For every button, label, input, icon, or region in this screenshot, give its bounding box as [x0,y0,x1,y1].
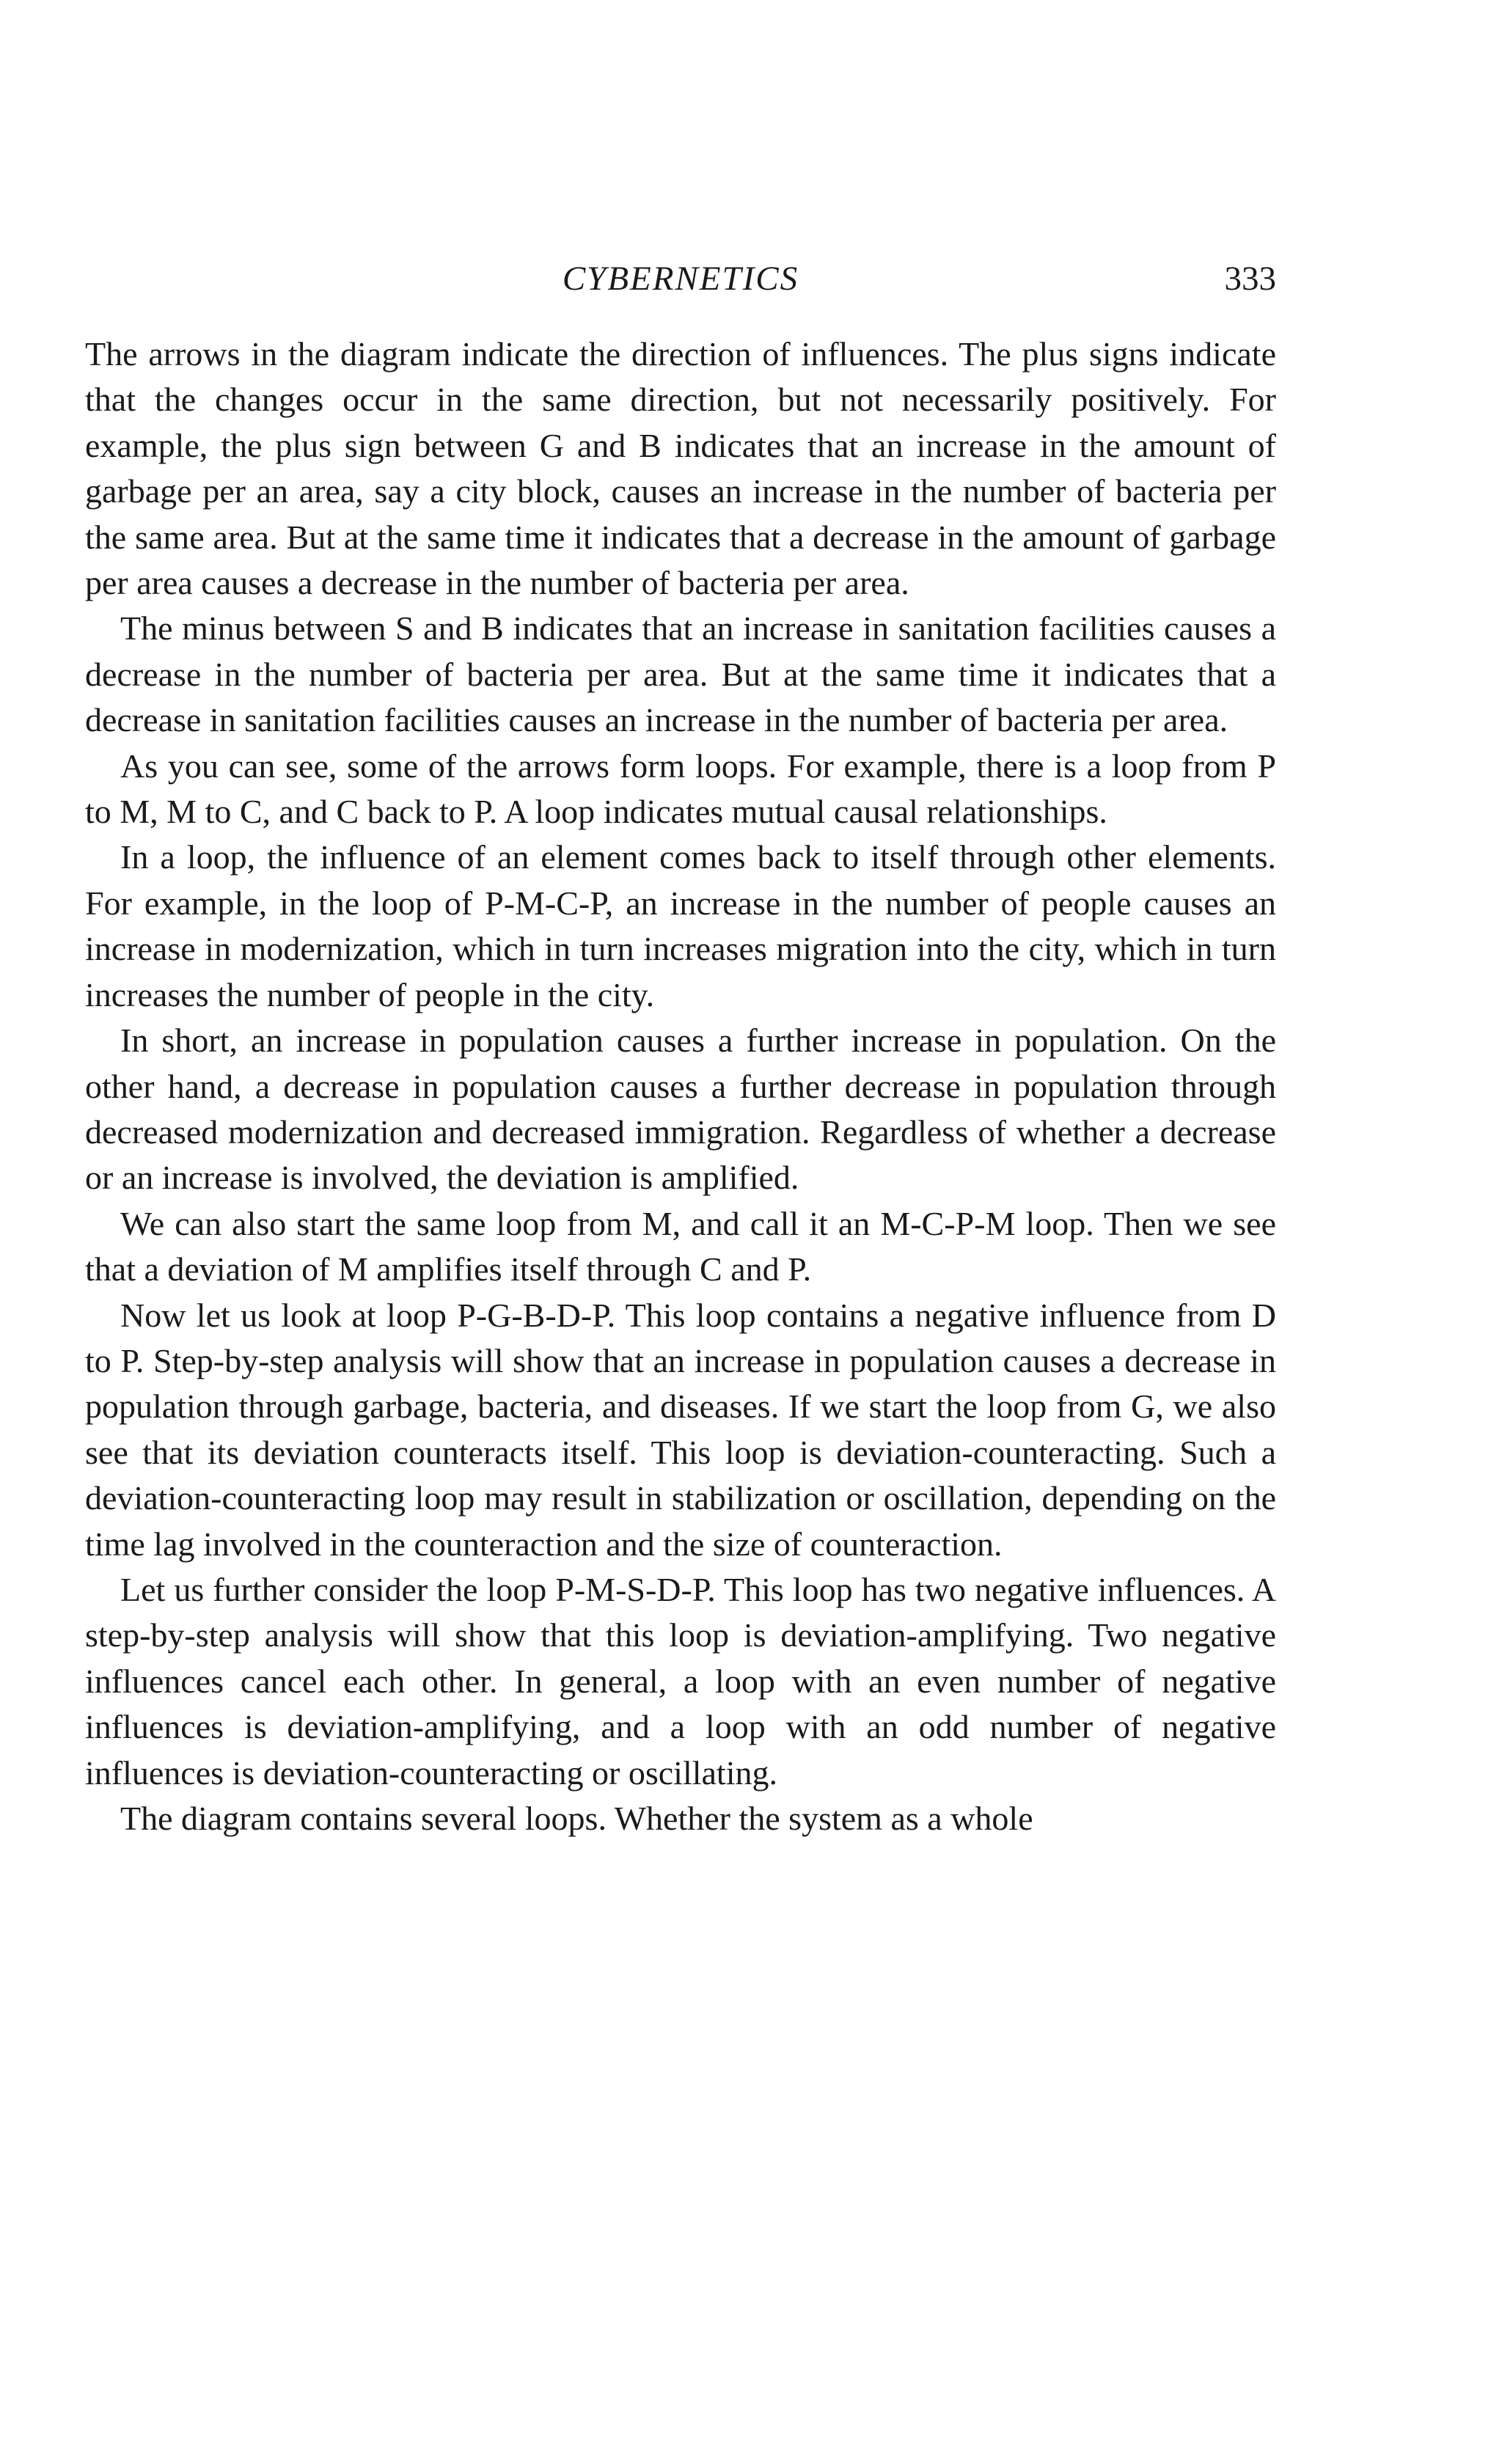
running-title: CYBERNETICS [562,260,799,298]
paragraph: Let us further consider the loop P-M-S-D-P. This loop has two negative influences. A step-by-step analysis will show that this loop is deviation-amplifying. Two negative influences cancel each other. In general, a loop with an even number of negative influences is deviation-amplifying, and a loop with an odd number of negative influences is deviation-counteracting or oscillating. [85,1570,1276,1792]
paragraph: We can also start the same loop from M, and call it an M-C-P-M loop. Then we see that a deviation of M amplifies itself through C and P. [85,1204,1276,1288]
paragraph: Now let us look at loop P-G-B-D-P. This loop contains a negative influence from D to P. Step-by-step analysis will show that an increase in population causes a decrease in population through garbage, bacteria, and diseases. If we start the loop from G, we also see that its deviation counteracts itself. This loop is deviation-counteracting. Such a deviation-counteracting loop may result in stabilization or oscillation, depending on the time lag involved in the counteraction and the size of counteraction. [85,1296,1276,1563]
paragraph: In short, an increase in population causes a further increase in population. On the other hand, a decrease in population causes a further decrease in population through decreased modernization and decreased immigration. Regardless of whether a decrease or an increase is involved, the deviation is amplified. [85,1022,1276,1197]
body-text [85,331,1276,1841]
running-head [85,249,1276,308]
paragraph: The arrows in the diagram indicate the direction of influences. The plus signs indicate that the changes occur in the same direction, but not necessarily positively. For example, the plus sign between G and B indicates that an increase in the amount of garbage per an area, say a city block, causes an increase in the number of bacteria per the same area. But at the same time it indicates that a decrease in the amount of garbage per area causes a decrease in the number of bacteria per area. [85,335,1276,602]
paragraph: In a loop, the influence of an element comes back to itself through other elements. For example, in the loop of P-M-C-P, an increase in the number of people causes an increase in modernization, which in turn increases migration into the city, which in turn increases the number of people in the city. [85,838,1276,1013]
page-number: 333 [1224,260,1276,298]
paragraph: The diagram contains several loops. Whether the system as a whole [120,1800,1033,1837]
paragraph: The minus between S and B indicates that an increase in sanitation facilities causes a decrease in the number of bacteria per area. But at the same time it indicates that a decrease in sanitation facilities causes an increase in the number of bacteria per area. [85,609,1276,739]
paragraph: As you can see, some of the arrows form loops. For example, there is a loop from P to M, M to C, and C back to P. A loop indicates mutual causal relationships. [85,747,1276,831]
